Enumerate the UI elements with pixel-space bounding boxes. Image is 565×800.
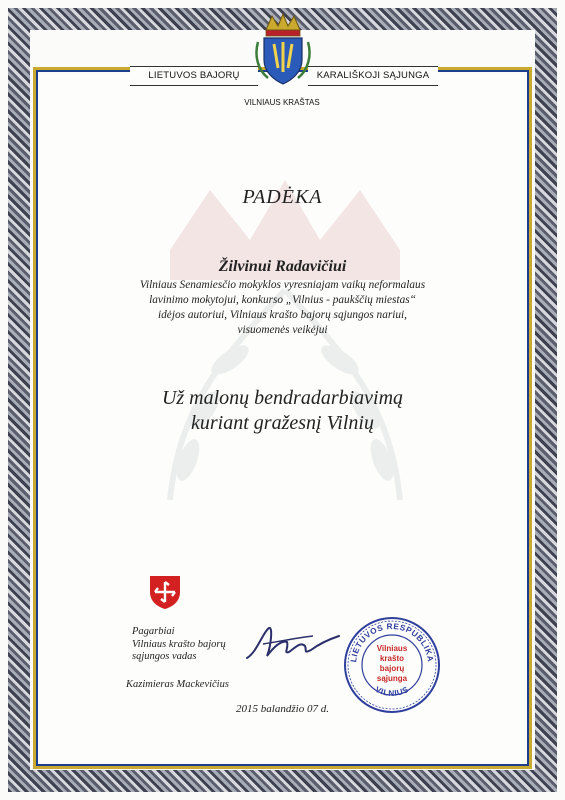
stamp-center-line: bajorų [379, 664, 405, 673]
stamp-center-line: Vilniaus [376, 644, 408, 653]
stamp-ring-top: LIETUVOS RESPUBLIKA [349, 621, 435, 663]
description-line: visuomenės veikėjui [237, 324, 328, 336]
stamp-center-line: sąjunga [376, 674, 408, 683]
motto-line: kuriant gražesnį Vilnių [191, 412, 374, 434]
region-label: VILNIAUS KRAŠTAS [244, 98, 320, 107]
motto-line: Už malonų bendradarbiavimą [161, 387, 404, 409]
signature-line: sąjungos vadas [132, 651, 197, 662]
red-shield-emblem-icon [148, 574, 182, 610]
certificate-title: PADĖKA [242, 186, 323, 208]
signer-name: Kazimieras Mackevičius [126, 679, 229, 690]
signature-line: Pagarbiai [132, 626, 175, 637]
motto [80, 386, 485, 436]
signature-line: Vilniaus krašto bajorų [132, 638, 226, 650]
recipient-name: Žilvinui Radavičiui [218, 258, 347, 275]
svg-text:VILNIUS [374, 685, 411, 698]
handwritten-signature-icon [243, 622, 343, 668]
round-stamp-icon [342, 615, 442, 715]
banner-left: LIETUVOS BAJORŲ [130, 66, 258, 86]
stamp-ring-bottom: VILNIUS [373, 684, 411, 698]
description-line: Vilniaus Senamiesčio mokyklos vyresniajam vaikų neformalaus [139, 279, 426, 291]
issue-date: 2015 balandžio 07 d. [236, 703, 329, 715]
description-line: idėjos autoriui, Vilniaus krašto bajorų sąjungos nariui, [158, 309, 407, 321]
recipient-description [110, 278, 455, 338]
crowned-shield-crest-icon [252, 12, 314, 86]
stamp-center-line: krašto [379, 654, 405, 663]
crown-watermark-icon [110, 170, 460, 530]
banner-right: KARALIŠKOJI SĄJUNGA [308, 66, 438, 86]
description-line: lavinimo mokytojui, konkurso „Vilnius - paukščių miestas“ [149, 294, 416, 306]
